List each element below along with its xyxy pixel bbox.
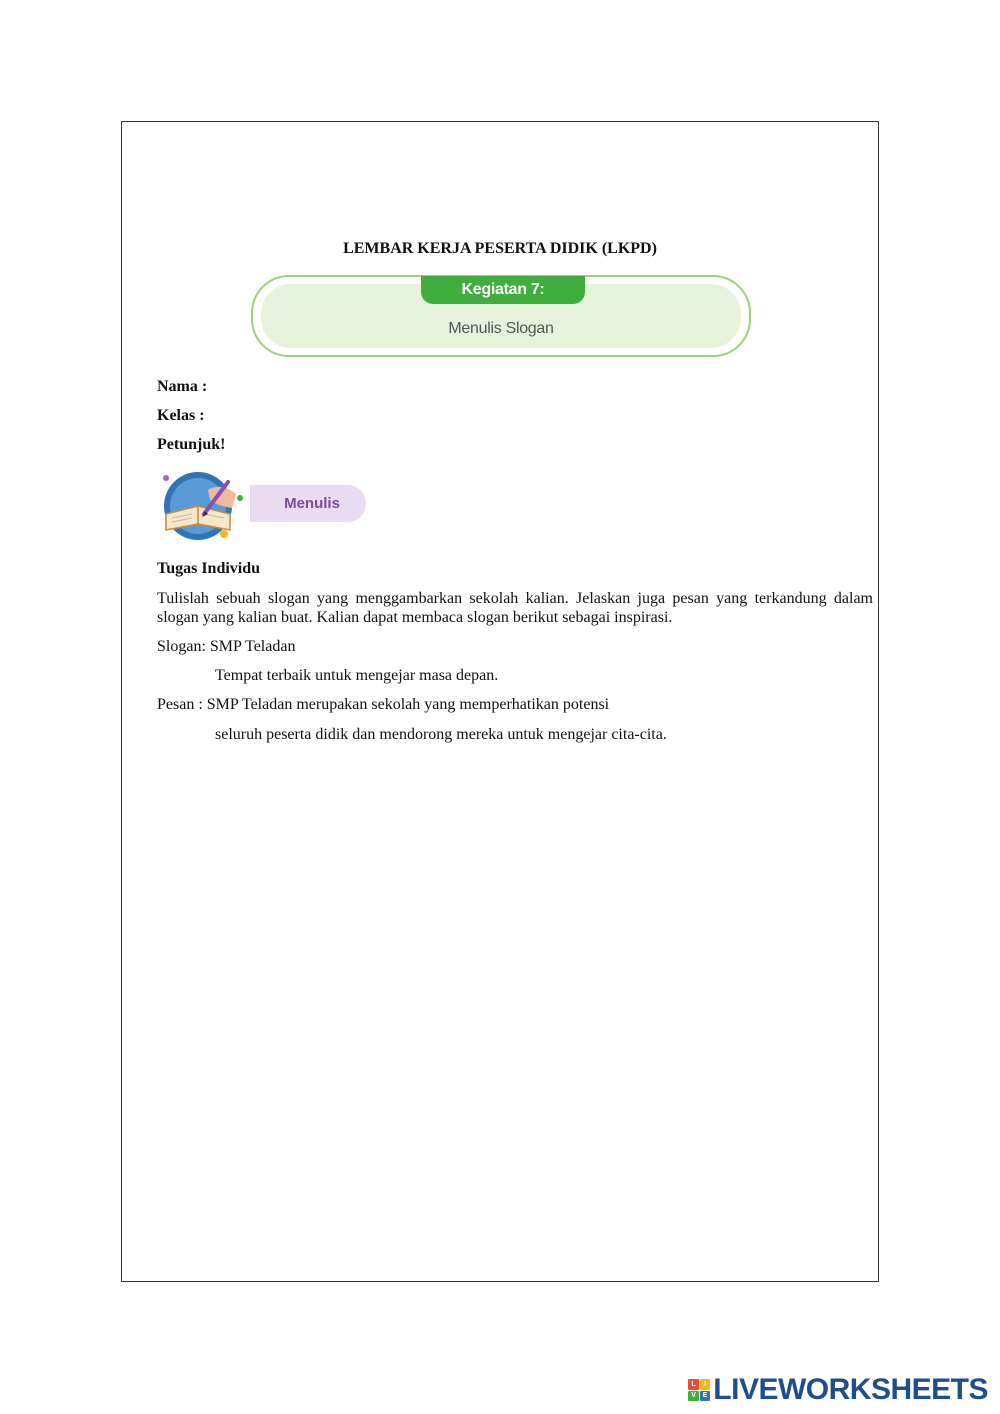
- task-heading: Tugas Individu: [157, 560, 261, 577]
- logo-letter: I: [700, 1379, 711, 1390]
- document-title: LEMBAR KERJA PESERTA DIDIK (LKPD): [343, 240, 657, 257]
- task-instruction: Tulislah sebuah slogan yang menggambarkan sekolah kalian. Jelaskan juga pesan yang terkandung dalam slogan yang kalian buat. Kalian dapat membaca slogan berikut sebagai inspirasi.: [157, 590, 873, 626]
- pesan-line-1: Pesan : SMP Teladan merupakan sekolah yang memperhatikan potensi: [157, 696, 610, 713]
- logo-text: LIVEWORKSHEETS: [713, 1373, 988, 1406]
- pesan-line-2: seluruh peserta didik dan mendorong mereka untuk mengejar cita-cita.: [215, 726, 667, 743]
- logo-grid-icon: [688, 1379, 710, 1401]
- banner-tab: Kegiatan 7:: [421, 276, 585, 304]
- petunjuk-label: Petunjuk!: [157, 436, 226, 453]
- banner-subtitle: Menulis Slogan: [448, 320, 554, 337]
- activity-banner: [251, 275, 751, 357]
- slogan-line-2: Tempat terbaik untuk mengejar masa depan.: [215, 667, 499, 684]
- slogan-line-1: Slogan: SMP Teladan: [157, 638, 296, 655]
- menulis-badge: Menulis: [250, 485, 366, 522]
- logo-letter: E: [700, 1391, 711, 1402]
- liveworksheets-logo[interactable]: [688, 1374, 988, 1406]
- nama-label: Nama :: [157, 378, 208, 395]
- writing-book-icon: [158, 468, 244, 544]
- logo-letter: L: [688, 1379, 699, 1390]
- logo-letter: V: [688, 1391, 699, 1402]
- kelas-label: Kelas :: [157, 407, 205, 424]
